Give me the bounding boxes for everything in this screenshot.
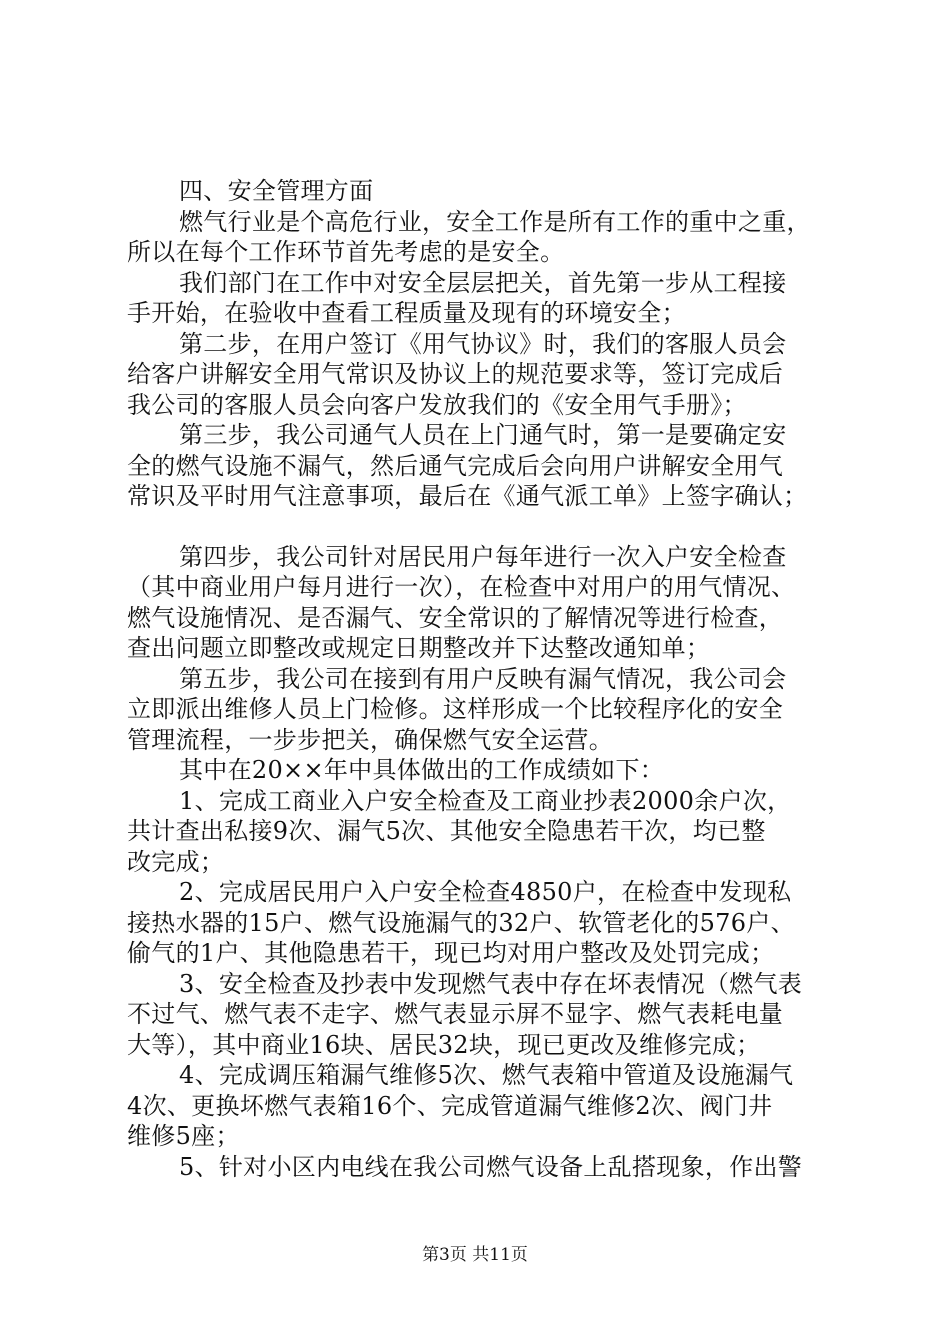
text-line: 改完成；: [127, 847, 225, 876]
text-line: 立即派出维修人员上门检修。这样形成一个比较程序化的安全: [127, 695, 784, 723]
text-line: 全的燃气设施不漏气，然后通气完成后会向用户讲解安全用气: [127, 451, 784, 480]
text-line: 4次、更换坏燃气表箱16个、完成管道漏气维修2次、阀门井: [127, 1091, 773, 1120]
text-line: 接热水器的15户、燃气设施漏气的32户、软管老化的576户、: [127, 908, 795, 937]
text-line: 第三步，我公司通气人员在上门通气时，第一是要确定安: [179, 421, 787, 449]
text-line: 第四步，我公司针对居民用户每年进行一次入户安全检查: [179, 542, 787, 571]
text-line: 1、完成工商业入户安全检查及工商业抄表2000余户次，: [179, 786, 792, 815]
text-line: 我们部门在工作中对安全层层把关，首先第一步从工程接: [179, 268, 787, 297]
text-line: （其中商业用户每月进行一次），在检查中对用户的用气情况、: [127, 573, 796, 601]
text-line: 查出问题立即整改或规定日期整改并下达整改通知单；: [127, 634, 711, 662]
text-line: 管理流程，一步步把关，确保燃气安全运营。: [127, 725, 613, 754]
text-line: 手开始，在验收中查看工程质量及现有的环境安全；: [127, 299, 686, 327]
text-line: 我公司的客服人员会向客户发放我们的《安全用气手册》；: [127, 390, 747, 419]
text-line: 4、完成调压箱漏气维修5次、燃气表箱中管道及设施漏气: [179, 1061, 794, 1089]
text-line: 不过气、燃气表不走字、燃气表显示屏不显字、燃气表耗电量: [127, 1000, 784, 1028]
text-line: 2、完成居民用户入户安全检查4850户，在检查中发现私: [179, 878, 792, 906]
text-line: 3、安全检查及抄表中发现燃气表中存在坏表情况（燃气表: [179, 969, 803, 998]
text-line: 5、针对小区内电线在我公司燃气设备上乱搭现象，作出警: [179, 1152, 803, 1181]
text-line: 所以在每个工作环节首先考虑的是安全。: [127, 238, 565, 266]
text-line: 大等），其中商业16块、居民32块，现已更改及维修完成；: [127, 1030, 761, 1059]
text-line: 四、安全管理方面: [179, 177, 374, 205]
text-line: 常识及平时用气注意事项，最后在《通气派工单》上签字确认；: [127, 482, 808, 510]
text-line: 维修5座；: [127, 1122, 240, 1150]
text-line: 共计查出私接9次、漏气5次、其他安全隐患若干次，均已整: [127, 817, 766, 845]
paragraph-gap: [127, 512, 837, 542]
text-line: 第五步，我公司在接到有用户反映有漏气情况，我公司会: [179, 664, 787, 693]
text-line: 燃气设施情况、是否漏气、安全常识的了解情况等进行检查，: [127, 603, 784, 632]
text-line: 燃气行业是个高危行业，安全工作是所有工作的重中之重，: [179, 207, 811, 236]
text-line: 第二步，在用户签订《用气协议》时，我们的客服人员会: [179, 329, 787, 358]
document-body: [127, 176, 837, 1182]
text-line: 给客户讲解安全用气常识及协议上的规范要求等，签订完成后: [127, 360, 784, 388]
text-line: 其中在20××年中具体做出的工作成绩如下：: [179, 756, 665, 784]
text-line: 偷气的1户、其他隐患若干，现已均对用户整改及处罚完成；: [127, 939, 775, 967]
page-footer: 第3页 共11页: [422, 1245, 528, 1265]
